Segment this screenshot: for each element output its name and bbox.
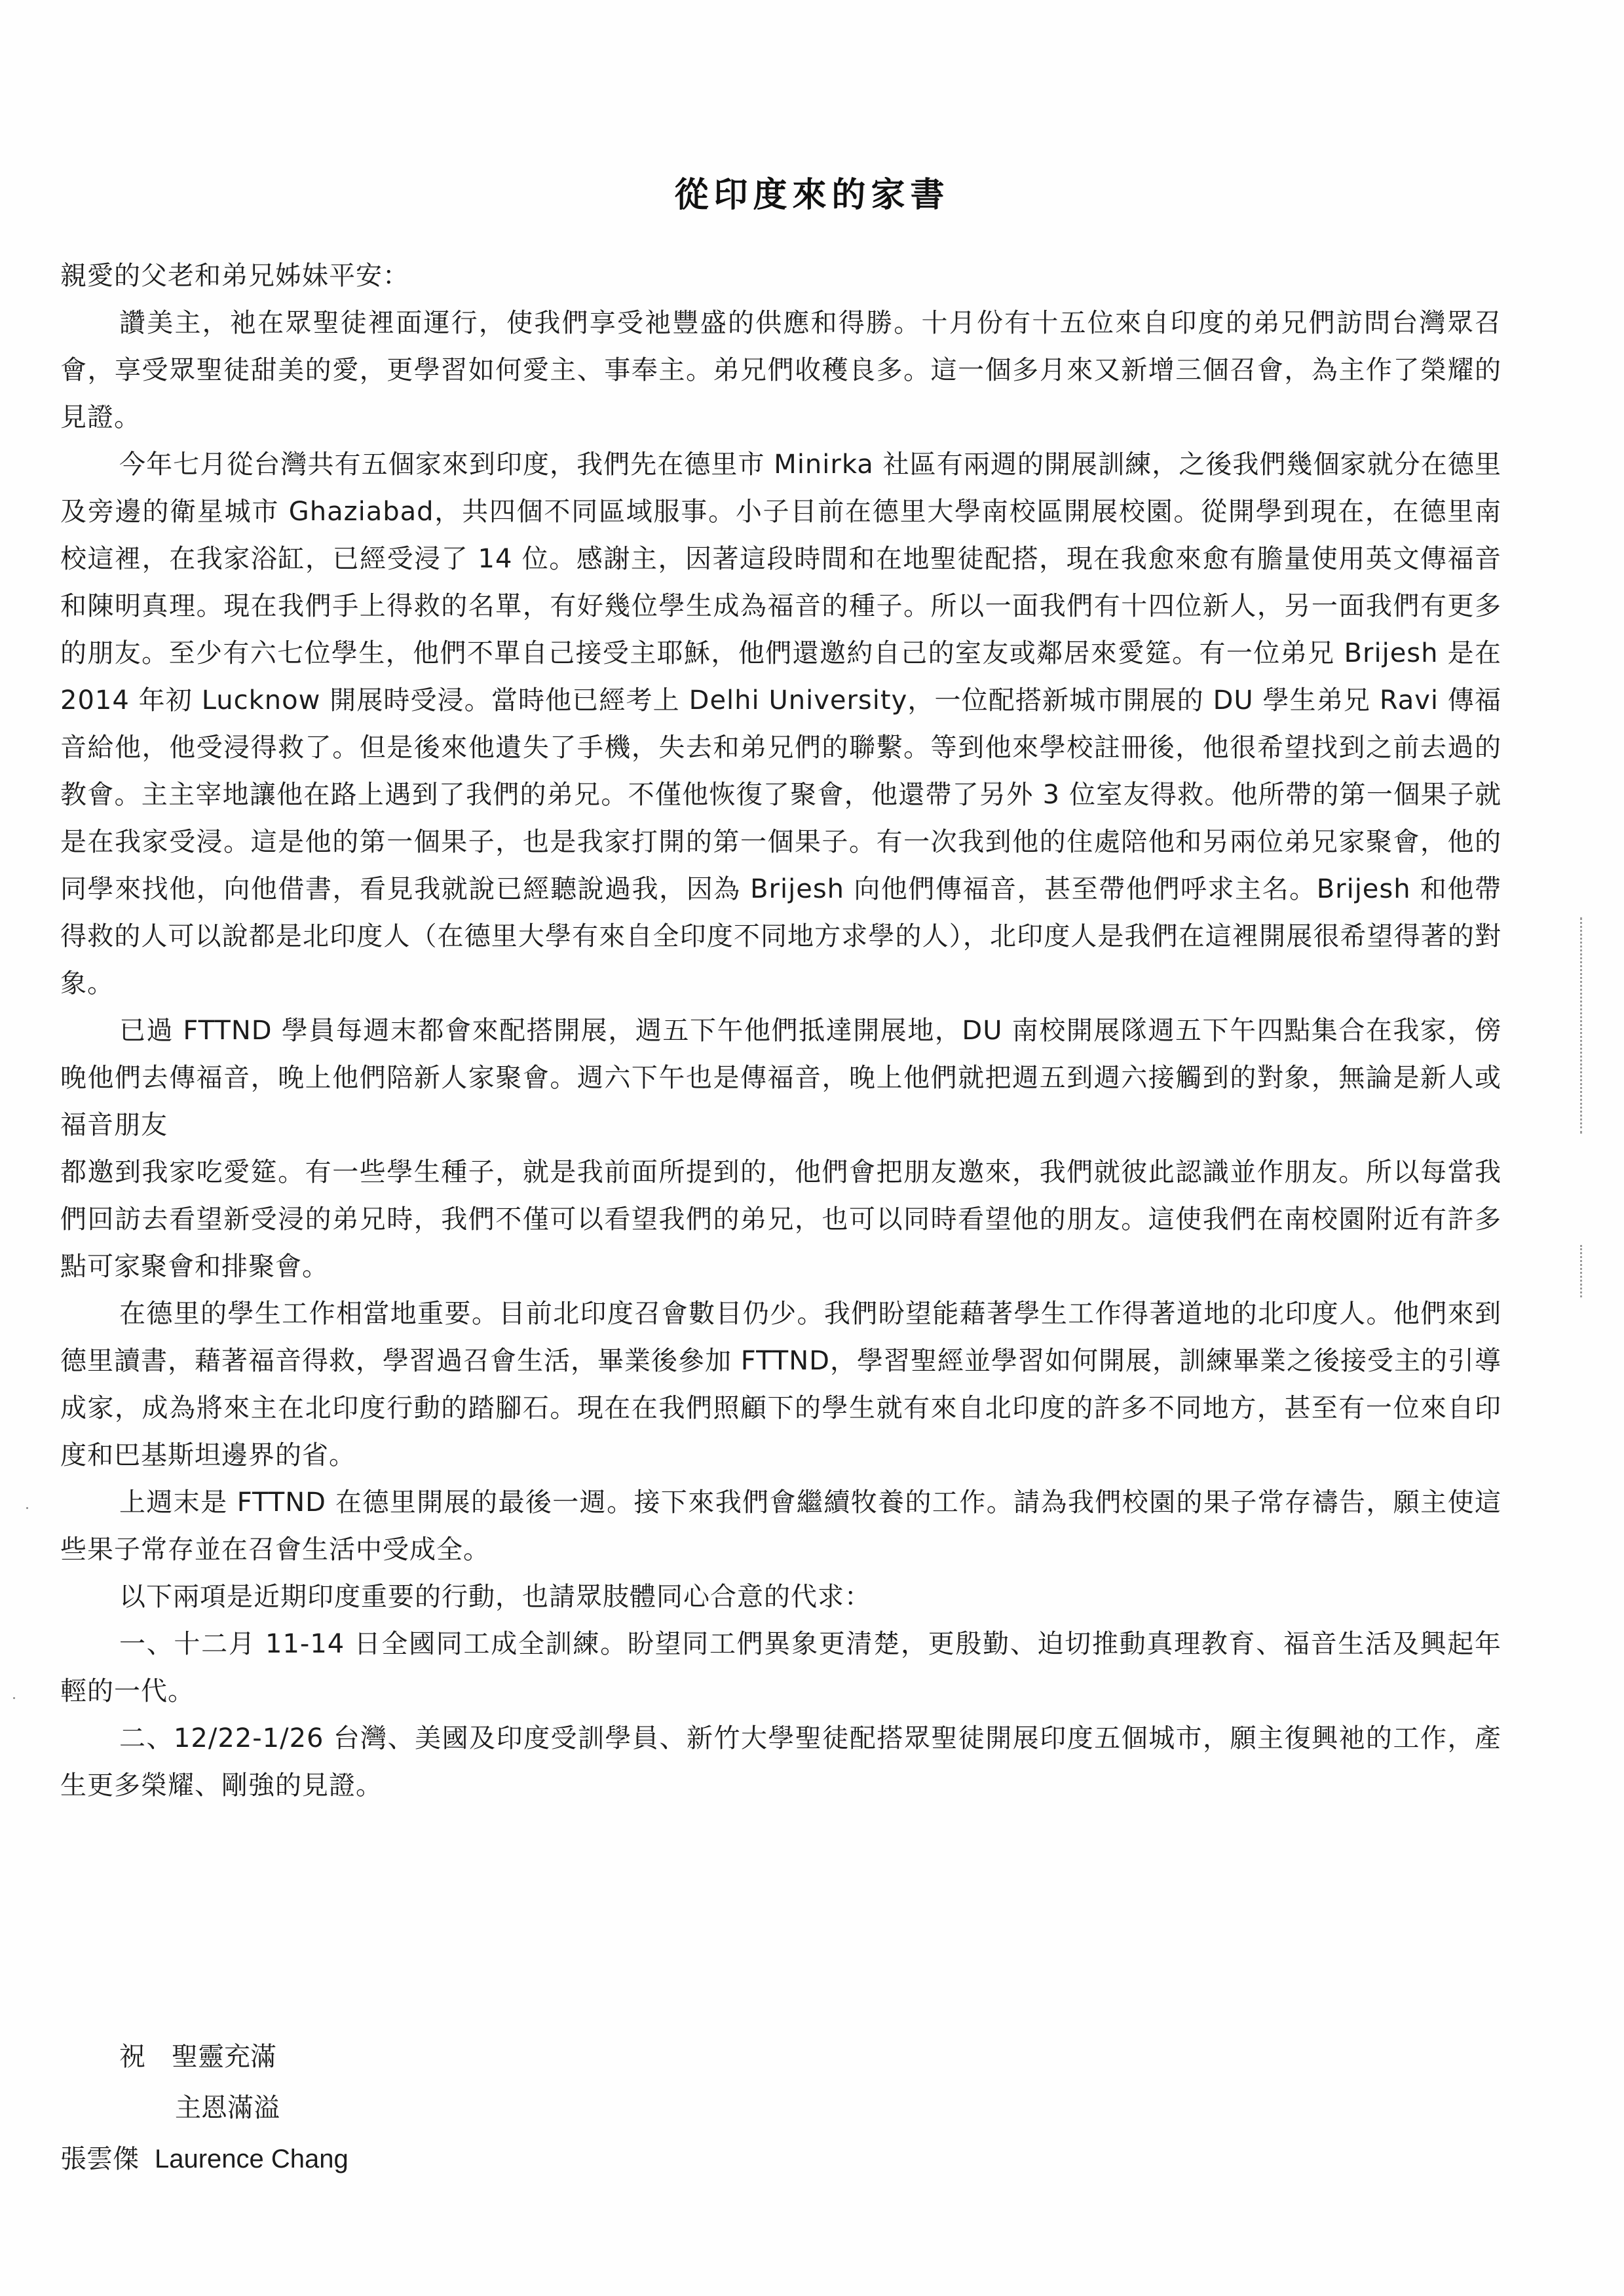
- letter-closing: [60, 2031, 349, 2185]
- paragraph-2: 今年七月從台灣共有五個家來到印度，我們先在德里市 Minirka 社區有兩週的開展訓練，之後我們幾個家就分在德里及旁邊的衛星城市 Ghaziabad，共四個不同區域服事。小子目前在德里大學南校區開展校園。從開學到現在，在德里南校這裡，在我家浴缸，已經受浸了 14 位。感謝主，因著這段時間和在地聖徒配搭，現在我愈來愈有膽量使用英文傳福音和陳明真理。現在我們手上得救的名單，有好幾位學生成為福音的種子。所以一面我們有十四位新人，另一面我們有更多的朋友。至少有六七位學生，他們不單自己接受主耶穌，他們還邀約自己的室友或鄰居來愛筵。有一位弟兄 Brijesh 是在 2014 年初 Lucknow 開展時受浸。當時他已經考上 Delhi University，一位配搭新城市開展的 DU 學生弟兄 Ravi 傳福音給他，他受浸得救了。但是後來他遺失了手機，失去和弟兄們的聯繫。等到他來學校註冊後，他很希望找到之前去過的教會。主主宰地讓他在路上遇到了我們的弟兄。不僅他恢復了聚會，他還帶了另外 3 位室友得救。他所帶的第一個果子就是在我家受浸。這是他的第一個果子，也是我家打開的第一個果子。有一次我到他的住處陪他和另兩位弟兄家聚會，他的同學來找他，向他借書，看見我就說已經聽說過我，因為 Brijesh 向他們傳福音，甚至帶他們呼求主名。Brijesh 和他帶得救的人可以說都是北印度人（在德里大學有來自全印度不同地方求學的人），北印度人是我們在這裡開展很希望得著的對象。: [60, 450, 1501, 999]
- signature-english: Laurence Chang: [155, 2145, 349, 2173]
- scan-artifact-speck: [13, 1697, 15, 1699]
- closing-blessing-2: 主恩滿溢: [175, 2093, 280, 2123]
- signature: [60, 2133, 349, 2185]
- paragraph-3: 已過 FTTND 學員每週末都會來配搭開展，週五下午他們抵達開展地，DU 南校開展隊週五下午四點集合在我家，傍晚他們去傳福音，晚上他們陪新人家聚會。週六下午也是傳福音，晚上他們就把週五到週六接觸到的對象，無論是新人或福音朋友: [60, 1016, 1501, 1140]
- closing-blessing-1: 祝 聖靈充滿: [119, 2042, 276, 2072]
- page-title: 從印度來的家書: [674, 175, 950, 215]
- signature-chinese: 張雲傑: [60, 2144, 139, 2174]
- paragraph-5: 上週末是 FTTND 在德里開展的最後一週。接下來我們會繼續牧養的工作。請為我們校園的果子常存禱告，願主使這些果子常存並在召會生活中受成全。: [60, 1487, 1501, 1565]
- scan-artifact-dots: [1580, 917, 1585, 1134]
- paragraph-6: 以下兩項是近期印度重要的行動，也請眾肢體同心合意的代求：: [119, 1582, 871, 1612]
- greeting: 親愛的父老和弟兄姊妹平安：: [60, 261, 409, 291]
- prayer-item-1: 一、十二月 11-14 日全國同工成全訓練。盼望同工們異象更清楚，更殷勤、迫切推動真理教育、福音生活及興起年輕的一代。: [60, 1629, 1501, 1706]
- scan-artifact-speck: [26, 1507, 28, 1509]
- paragraph-4: 在德里的學生工作相當地重要。目前北印度召會數目仍少。我們盼望能藉著學生工作得著道地的北印度人。他們來到德里讀書，藉著福音得救，學習過召會生活，畢業後參加 FTTND，學習聖經並學習如何開展，訓練畢業之後接受主的引導成家，成為將來主在北印度行動的踏腳石。現在在我們照顧下的學生就有來自北印度的許多不同地方，甚至有一位來自印度和巴基斯坦邊界的省。: [60, 1299, 1501, 1470]
- paragraph-1: 讚美主，祂在眾聖徒裡面運行，使我們享受祂豐盛的供應和得勝。十月份有十五位來自印度的弟兄們訪問台灣眾召會，享受眾聖徒甜美的愛，更學習如何愛主、事奉主。弟兄們收穫良多。這一個多月來又新增三個召會，為主作了榮耀的見證。: [60, 308, 1501, 432]
- prayer-item-2: 二、12/22-1/26 台灣、美國及印度受訓學員、新竹大學聖徒配搭眾聖徒開展印度五個城市，願主復興祂的工作，產生更多榮耀、剛強的見證。: [60, 1723, 1501, 1801]
- scan-artifact-dots-lower: [1580, 1245, 1585, 1297]
- paragraph-3-continued: 都邀到我家吃愛筵。有一些學生種子，就是我前面所提到的，他們會把朋友邀來，我們就彼此認識並作朋友。所以每當我們回訪去看望新受浸的弟兄時，我們不僅可以看望我們的弟兄，也可以同時看望他的朋友。這使我們在南校園附近有許多點可家聚會和排聚會。: [60, 1157, 1501, 1282]
- letter-body: [60, 252, 1501, 1809]
